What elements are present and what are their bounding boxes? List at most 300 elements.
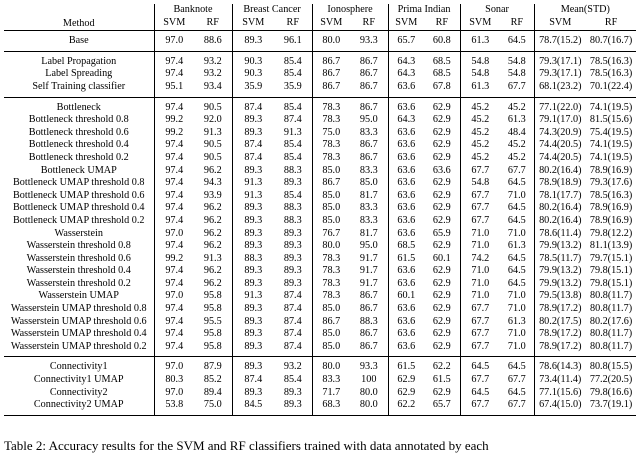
mean-std-cell: 78.9(16.9) bbox=[589, 202, 633, 214]
accuracy-cell: 97.4 bbox=[154, 202, 194, 215]
accuracy-cell: 85.0 bbox=[312, 190, 350, 203]
accuracy-cell: 71.7 bbox=[312, 387, 350, 400]
accuracy-cell: 97.4 bbox=[154, 165, 194, 178]
accuracy-cell: 97.4 bbox=[154, 328, 194, 341]
accuracy-cell: 97.0 bbox=[154, 31, 194, 52]
accuracy-cell: 96.2 bbox=[203, 214, 222, 226]
accuracy-cell: 45.2 bbox=[460, 139, 500, 152]
mean-std-cell: 79.7(15.1) bbox=[589, 252, 633, 264]
accuracy-cell: 89.3 bbox=[232, 165, 274, 178]
accuracy-cell: 71.0 bbox=[507, 303, 526, 315]
mean-std-cell: 78.6(14.3) bbox=[534, 357, 586, 374]
mean-std-cell: 80.8(15.5) bbox=[586, 357, 636, 374]
accuracy-cell: 87.4 bbox=[232, 374, 274, 387]
mean-std-cell: 79.1(17.0) bbox=[534, 114, 586, 127]
accuracy-cell: 63.6 bbox=[388, 202, 424, 215]
mean-std-cell: 80.2(17.5) bbox=[534, 316, 586, 329]
accuracy-cell: 89.3 bbox=[232, 240, 274, 253]
accuracy-cell: 63.6 bbox=[388, 177, 424, 190]
method-name: Bottleneck bbox=[4, 97, 154, 114]
accuracy-cell: 89.3 bbox=[232, 357, 274, 374]
mean-std-cell: 78.9(16.9) bbox=[589, 214, 633, 226]
mean-std-cell: 74.4(20.5) bbox=[534, 139, 586, 152]
mean-std-cell: 78.5(16.3) bbox=[589, 68, 633, 80]
accuracy-cell: 62.9 bbox=[432, 265, 451, 277]
accuracy-cell: 90.5 bbox=[203, 151, 222, 163]
accuracy-cell: 61.5 bbox=[388, 357, 424, 374]
accuracy-cell: 91.3 bbox=[232, 290, 274, 303]
accuracy-cell: 85.4 bbox=[274, 97, 312, 114]
accuracy-cell: 86.7 bbox=[359, 151, 378, 163]
accuracy-cell: 67.8 bbox=[432, 80, 451, 92]
accuracy-cell: 89.3 bbox=[232, 316, 274, 329]
accuracy-cell: 89.3 bbox=[232, 228, 274, 241]
accuracy-cell: 87.4 bbox=[232, 152, 274, 165]
accuracy-cell: 75.0 bbox=[194, 399, 232, 415]
header-classifier: RF bbox=[362, 16, 376, 28]
accuracy-cell: 86.7 bbox=[312, 68, 350, 81]
accuracy-cell: 45.2 bbox=[507, 139, 526, 151]
accuracy-cell: 87.4 bbox=[283, 328, 302, 340]
accuracy-cell: 62.9 bbox=[432, 277, 451, 289]
accuracy-cell: 65.9 bbox=[432, 227, 451, 239]
accuracy-cell: 45.2 bbox=[507, 151, 526, 163]
table-row bbox=[4, 31, 636, 52]
accuracy-cell: 63.6 bbox=[388, 152, 424, 165]
accuracy-cell: 97.4 bbox=[154, 278, 194, 291]
accuracy-cell: 64.3 bbox=[388, 114, 424, 127]
method-name: Base bbox=[4, 31, 154, 52]
accuracy-cell: 97.4 bbox=[154, 265, 194, 278]
accuracy-cell: 67.7 bbox=[460, 341, 500, 357]
accuracy-cell: 85.4 bbox=[283, 139, 302, 151]
accuracy-cell: 86.7 bbox=[350, 51, 388, 68]
accuracy-cell: 96.1 bbox=[274, 31, 312, 52]
accuracy-cell: 81.7 bbox=[359, 189, 378, 201]
accuracy-cell: 67.7 bbox=[507, 374, 526, 386]
method-name: Bottleneck threshold 0.2 bbox=[28, 151, 129, 163]
header-classifier: SVM bbox=[232, 17, 274, 31]
accuracy-cell: 86.7 bbox=[312, 316, 350, 329]
accuracy-cell: 96.2 bbox=[203, 277, 222, 289]
accuracy-cell: 64.5 bbox=[507, 177, 526, 189]
accuracy-cell: 63.6 bbox=[388, 228, 424, 241]
table-row bbox=[4, 152, 636, 165]
mean-std-cell: 80.2(16.4) bbox=[534, 215, 586, 228]
accuracy-cell: 54.8 bbox=[507, 68, 526, 80]
mean-std-cell: 79.9(13.2) bbox=[534, 278, 586, 291]
method-name: Connectivity2 bbox=[49, 386, 108, 398]
accuracy-cell: 89.3 bbox=[283, 386, 302, 398]
accuracy-cell: 62.9 bbox=[432, 189, 451, 201]
accuracy-cell: 89.3 bbox=[283, 240, 302, 252]
accuracy-cell: 64.3 bbox=[388, 68, 424, 81]
mean-std-cell: 78.9(17.2) bbox=[534, 303, 586, 316]
method-name: Bottleneck threshold 0.8 bbox=[28, 114, 129, 126]
table-row bbox=[4, 240, 636, 253]
accuracy-cell: 45.2 bbox=[460, 152, 500, 165]
table-row bbox=[4, 114, 636, 127]
accuracy-cell: 88.3 bbox=[283, 202, 302, 214]
accuracy-cell: 88.6 bbox=[194, 31, 232, 52]
accuracy-cell: 97.0 bbox=[154, 387, 194, 400]
accuracy-cell: 63.6 bbox=[388, 328, 424, 341]
accuracy-cell: 95.1 bbox=[154, 81, 194, 97]
accuracy-cell: 64.5 bbox=[507, 386, 526, 398]
accuracy-cell: 89.3 bbox=[283, 177, 302, 189]
method-name: Wasserstein UMAP threshold 0.4 bbox=[10, 328, 147, 340]
mean-std-cell: 78.9(16.9) bbox=[589, 164, 633, 176]
accuracy-cell: 71.0 bbox=[460, 290, 500, 303]
mean-std-cell: 79.3(17.6) bbox=[589, 177, 633, 189]
accuracy-cell: 91.3 bbox=[283, 126, 302, 138]
accuracy-cell: 71.0 bbox=[507, 290, 526, 302]
accuracy-cell: 85.4 bbox=[274, 51, 312, 68]
accuracy-cell: 89.3 bbox=[232, 202, 274, 215]
accuracy-cell: 87.9 bbox=[194, 357, 232, 374]
accuracy-cell: 90.3 bbox=[232, 51, 274, 68]
header-classifier: SVM bbox=[388, 17, 424, 31]
header-classifier: RF bbox=[510, 16, 524, 28]
header-classifier: SVM bbox=[460, 17, 500, 31]
mean-std-cell: 80.8(11.7) bbox=[590, 290, 633, 302]
header-row-datasets bbox=[4, 4, 636, 17]
accuracy-cell: 54.8 bbox=[460, 68, 500, 81]
accuracy-cell: 95.8 bbox=[203, 303, 222, 315]
accuracy-cell: 87.4 bbox=[283, 340, 302, 352]
accuracy-cell: 63.6 bbox=[388, 265, 424, 278]
accuracy-cell: 62.9 bbox=[388, 374, 424, 387]
accuracy-cell: 80.0 bbox=[312, 357, 350, 374]
mean-std-cell: 80.8(11.7) bbox=[590, 303, 633, 315]
accuracy-cell: 97.4 bbox=[154, 152, 194, 165]
accuracy-cell: 86.7 bbox=[359, 328, 378, 340]
method-name: Label Propagation bbox=[4, 51, 154, 68]
accuracy-cell: 96.2 bbox=[203, 227, 222, 239]
accuracy-cell: 86.7 bbox=[359, 290, 378, 302]
accuracy-cell: 97.0 bbox=[154, 228, 194, 241]
table-row bbox=[4, 97, 636, 114]
method-name: Bottleneck threshold 0.4 bbox=[28, 139, 129, 151]
accuracy-cell: 85.0 bbox=[312, 303, 350, 316]
header-dataset: Mean(STD) bbox=[534, 4, 636, 17]
accuracy-cell: 54.8 bbox=[460, 51, 500, 68]
accuracy-cell: 85.0 bbox=[312, 215, 350, 228]
table-row bbox=[4, 51, 636, 68]
accuracy-cell: 62.9 bbox=[432, 240, 451, 252]
table-row bbox=[4, 387, 636, 400]
accuracy-cell: 64.5 bbox=[500, 31, 534, 52]
accuracy-cell: 64.5 bbox=[460, 357, 500, 374]
accuracy-cell: 83.3 bbox=[359, 202, 378, 214]
accuracy-cell: 95.0 bbox=[359, 114, 378, 126]
accuracy-cell: 63.6 bbox=[388, 278, 424, 291]
accuracy-cell: 89.3 bbox=[283, 265, 302, 277]
accuracy-cell: 63.6 bbox=[388, 127, 424, 140]
mean-std-cell: 78.1(17.7) bbox=[534, 190, 586, 203]
accuracy-cell: 93.2 bbox=[274, 357, 312, 374]
accuracy-cell: 67.7 bbox=[460, 316, 500, 329]
accuracy-cell: 87.4 bbox=[283, 303, 302, 315]
accuracy-cell: 85.4 bbox=[283, 151, 302, 163]
accuracy-cell: 89.3 bbox=[283, 252, 302, 264]
accuracy-cell: 88.3 bbox=[232, 253, 274, 266]
accuracy-cell: 67.7 bbox=[500, 399, 534, 415]
mean-std-cell: 79.3(17.1) bbox=[534, 68, 586, 81]
accuracy-cell: 91.3 bbox=[203, 126, 222, 138]
mean-std-cell: 74.1(19.5) bbox=[589, 151, 633, 163]
accuracy-cell: 78.3 bbox=[312, 278, 350, 291]
accuracy-cell: 54.8 bbox=[460, 177, 500, 190]
table-row bbox=[4, 139, 636, 152]
mean-std-cell: 70.1(22.4) bbox=[589, 80, 633, 92]
accuracy-cell: 62.9 bbox=[388, 387, 424, 400]
accuracy-cell: 68.5 bbox=[424, 51, 460, 68]
accuracy-cell: 71.0 bbox=[507, 227, 526, 239]
accuracy-cell: 91.7 bbox=[359, 277, 378, 289]
header-classifier: SVM bbox=[154, 17, 194, 31]
mean-std-cell: 74.3(20.9) bbox=[534, 127, 586, 140]
accuracy-cell: 89.3 bbox=[232, 215, 274, 228]
accuracy-cell: 71.0 bbox=[507, 340, 526, 352]
accuracy-cell: 71.0 bbox=[507, 189, 526, 201]
accuracy-cell: 83.3 bbox=[359, 164, 378, 176]
accuracy-cell: 85.0 bbox=[312, 165, 350, 178]
accuracy-cell: 80.0 bbox=[359, 386, 378, 398]
accuracy-cell: 60.1 bbox=[388, 290, 424, 303]
accuracy-cell: 97.4 bbox=[154, 215, 194, 228]
accuracy-cell: 71.0 bbox=[507, 328, 526, 340]
accuracy-cell: 65.7 bbox=[424, 399, 460, 415]
header-dataset: Ionosphere bbox=[312, 4, 388, 17]
accuracy-cell: 95.8 bbox=[203, 290, 222, 302]
accuracy-cell: 62.2 bbox=[388, 399, 424, 415]
accuracy-cell: 89.3 bbox=[232, 278, 274, 291]
method-name: Bottleneck threshold 0.6 bbox=[28, 126, 129, 138]
accuracy-cell: 83.3 bbox=[359, 214, 378, 226]
mean-std-cell: 80.8(11.7) bbox=[590, 340, 633, 352]
method-name: Wasserstein threshold 0.6 bbox=[26, 252, 131, 264]
header-classifier: RF bbox=[435, 16, 449, 28]
accuracy-cell: 86.7 bbox=[359, 303, 378, 315]
accuracy-cell: 67.7 bbox=[460, 399, 500, 415]
accuracy-cell: 97.4 bbox=[154, 316, 194, 329]
accuracy-cell: 93.3 bbox=[350, 31, 388, 52]
mean-std-cell: 78.5(16.3) bbox=[586, 51, 636, 68]
accuracy-cell: 85.0 bbox=[359, 177, 378, 189]
accuracy-cell: 97.4 bbox=[154, 51, 194, 68]
accuracy-cell: 93.4 bbox=[203, 80, 222, 92]
accuracy-cell: 85.4 bbox=[283, 374, 302, 386]
accuracy-cell: 80.3 bbox=[154, 374, 194, 387]
accuracy-cell: 35.9 bbox=[283, 80, 302, 92]
method-name: Wasserstein threshold 0.4 bbox=[26, 265, 131, 277]
accuracy-cell: 91.3 bbox=[203, 252, 222, 264]
mean-std-cell: 78.9(18.9) bbox=[534, 177, 586, 190]
mean-std-cell: 79.9(13.2) bbox=[534, 265, 586, 278]
accuracy-cell: 68.5 bbox=[388, 240, 424, 253]
accuracy-cell: 91.7 bbox=[359, 265, 378, 277]
accuracy-cell: 97.4 bbox=[154, 190, 194, 203]
table-row bbox=[4, 399, 636, 415]
accuracy-cell: 74.2 bbox=[460, 253, 500, 266]
accuracy-cell: 95.8 bbox=[203, 328, 222, 340]
accuracy-cell: 93.2 bbox=[203, 68, 222, 80]
accuracy-cell: 84.5 bbox=[232, 399, 274, 415]
accuracy-cell: 63.6 bbox=[388, 303, 424, 316]
table-row bbox=[4, 328, 636, 341]
accuracy-cell: 86.7 bbox=[359, 68, 378, 80]
accuracy-cell: 67.7 bbox=[460, 165, 500, 178]
accuracy-cell: 61.3 bbox=[507, 114, 526, 126]
accuracy-cell: 63.6 bbox=[388, 81, 424, 97]
accuracy-cell: 89.3 bbox=[274, 399, 312, 415]
table-row bbox=[4, 81, 636, 97]
accuracy-cell: 71.0 bbox=[460, 265, 500, 278]
mean-std-cell: 78.9(17.2) bbox=[534, 328, 586, 341]
accuracy-cell: 97.4 bbox=[154, 303, 194, 316]
accuracy-cell: 64.5 bbox=[507, 202, 526, 214]
method-name: Bottleneck UMAP threshold 0.4 bbox=[13, 202, 145, 214]
accuracy-cell: 86.7 bbox=[359, 139, 378, 151]
accuracy-cell: 90.5 bbox=[203, 139, 222, 151]
accuracy-cell: 96.2 bbox=[203, 265, 222, 277]
mean-std-cell: 74.1(19.5) bbox=[586, 97, 636, 114]
accuracy-cell: 63.6 bbox=[432, 164, 451, 176]
accuracy-cell: 78.3 bbox=[312, 265, 350, 278]
accuracy-cell: 67.7 bbox=[460, 303, 500, 316]
accuracy-cell: 87.4 bbox=[283, 315, 302, 327]
results-table bbox=[4, 4, 636, 416]
accuracy-cell: 97.4 bbox=[154, 177, 194, 190]
accuracy-cell: 62.9 bbox=[432, 126, 451, 138]
mean-std-cell: 80.2(16.4) bbox=[534, 202, 586, 215]
accuracy-cell: 67.7 bbox=[460, 374, 500, 387]
accuracy-cell: 78.3 bbox=[312, 253, 350, 266]
method-name: Bottleneck UMAP threshold 0.2 bbox=[13, 214, 145, 226]
accuracy-cell: 89.3 bbox=[232, 114, 274, 127]
accuracy-cell: 68.5 bbox=[432, 68, 451, 80]
mean-std-cell: 80.2(17.6) bbox=[589, 315, 633, 327]
accuracy-cell: 48.4 bbox=[507, 126, 526, 138]
mean-std-cell: 77.1(15.6) bbox=[534, 387, 586, 400]
header-classifier: RF bbox=[206, 16, 219, 28]
accuracy-cell: 85.0 bbox=[312, 341, 350, 357]
accuracy-cell: 45.2 bbox=[460, 127, 500, 140]
accuracy-cell: 63.6 bbox=[388, 316, 424, 329]
mean-std-cell: 79.8(15.1) bbox=[589, 277, 633, 289]
accuracy-cell: 63.6 bbox=[388, 215, 424, 228]
accuracy-cell: 86.7 bbox=[312, 81, 350, 97]
accuracy-cell: 54.8 bbox=[500, 51, 534, 68]
accuracy-cell: 87.4 bbox=[283, 290, 302, 302]
accuracy-cell: 86.7 bbox=[312, 177, 350, 190]
mean-std-cell: 79.5(13.8) bbox=[534, 290, 586, 303]
accuracy-cell: 97.4 bbox=[154, 68, 194, 81]
mean-std-cell: 77.2(20.5) bbox=[589, 374, 633, 386]
accuracy-cell: 89.3 bbox=[232, 341, 274, 357]
header-dataset: Breast Cancer bbox=[232, 4, 312, 17]
accuracy-cell: 99.2 bbox=[154, 253, 194, 266]
header-classifier: RF bbox=[286, 16, 299, 28]
mean-std-cell: 74.1(19.5) bbox=[589, 139, 633, 151]
mean-std-cell: 80.8(11.7) bbox=[590, 328, 633, 340]
method-name: Bottleneck UMAP threshold 0.6 bbox=[13, 189, 145, 201]
mean-std-cell: 81.5(15.6) bbox=[589, 114, 633, 126]
table-row bbox=[4, 202, 636, 215]
header-dataset: Sonar bbox=[460, 4, 534, 17]
method-name: Wasserstein threshold 0.8 bbox=[26, 240, 131, 252]
mean-std-cell: 80.7(16.7) bbox=[586, 31, 636, 52]
table-row bbox=[4, 316, 636, 329]
method-name: Bottleneck UMAP bbox=[40, 164, 117, 176]
accuracy-cell: 78.3 bbox=[312, 152, 350, 165]
accuracy-cell: 87.4 bbox=[232, 97, 274, 114]
accuracy-cell: 63.6 bbox=[388, 341, 424, 357]
accuracy-cell: 80.0 bbox=[350, 399, 388, 415]
accuracy-cell: 89.3 bbox=[232, 127, 274, 140]
accuracy-cell: 89.3 bbox=[283, 227, 302, 239]
accuracy-cell: 97.0 bbox=[154, 357, 194, 374]
accuracy-cell: 97.4 bbox=[154, 341, 194, 357]
accuracy-cell: 61.5 bbox=[432, 374, 451, 386]
accuracy-cell: 83.3 bbox=[359, 126, 378, 138]
accuracy-cell: 68.3 bbox=[312, 399, 350, 415]
accuracy-cell: 95.8 bbox=[203, 340, 222, 352]
accuracy-cell: 87.4 bbox=[283, 114, 302, 126]
accuracy-cell: 61.3 bbox=[507, 315, 526, 327]
accuracy-cell: 88.3 bbox=[359, 315, 378, 327]
table-row bbox=[4, 357, 636, 374]
accuracy-cell: 78.3 bbox=[312, 114, 350, 127]
accuracy-cell: 64.5 bbox=[507, 252, 526, 264]
accuracy-cell: 90.3 bbox=[232, 68, 274, 81]
accuracy-cell: 62.9 bbox=[432, 303, 451, 315]
accuracy-cell: 67.7 bbox=[460, 215, 500, 228]
accuracy-cell: 85.4 bbox=[283, 68, 302, 80]
method-name: Self Training classifier bbox=[32, 80, 126, 92]
accuracy-cell: 97.4 bbox=[154, 240, 194, 253]
accuracy-cell: 97.4 bbox=[154, 97, 194, 114]
method-name: Label Spreading bbox=[45, 68, 113, 80]
accuracy-cell: 64.3 bbox=[388, 51, 424, 68]
accuracy-cell: 71.0 bbox=[460, 228, 500, 241]
accuracy-cell: 78.3 bbox=[312, 290, 350, 303]
accuracy-cell: 88.3 bbox=[283, 164, 302, 176]
accuracy-cell: 71.0 bbox=[460, 240, 500, 253]
accuracy-cell: 62.9 bbox=[432, 386, 451, 398]
accuracy-cell: 64.5 bbox=[507, 214, 526, 226]
accuracy-cell: 67.7 bbox=[460, 190, 500, 203]
accuracy-cell: 64.5 bbox=[460, 387, 500, 400]
mean-std-cell: 67.4(15.0) bbox=[534, 399, 586, 415]
accuracy-cell: 61.3 bbox=[460, 81, 500, 97]
accuracy-cell: 45.2 bbox=[460, 97, 500, 114]
accuracy-cell: 86.7 bbox=[359, 340, 378, 352]
accuracy-cell: 61.3 bbox=[507, 240, 526, 252]
accuracy-cell: 97.0 bbox=[154, 290, 194, 303]
accuracy-cell: 89.3 bbox=[232, 31, 274, 52]
method-name: Connectivity1 bbox=[4, 357, 154, 374]
mean-std-cell: 79.3(17.1) bbox=[534, 51, 586, 68]
accuracy-cell: 78.3 bbox=[312, 139, 350, 152]
mean-std-cell: 79.9(13.2) bbox=[534, 240, 586, 253]
mean-std-cell: 75.4(19.5) bbox=[589, 126, 633, 138]
accuracy-cell: 75.0 bbox=[312, 127, 350, 140]
accuracy-cell: 45.2 bbox=[500, 97, 534, 114]
accuracy-cell: 62.9 bbox=[424, 97, 460, 114]
accuracy-cell: 62.9 bbox=[432, 202, 451, 214]
